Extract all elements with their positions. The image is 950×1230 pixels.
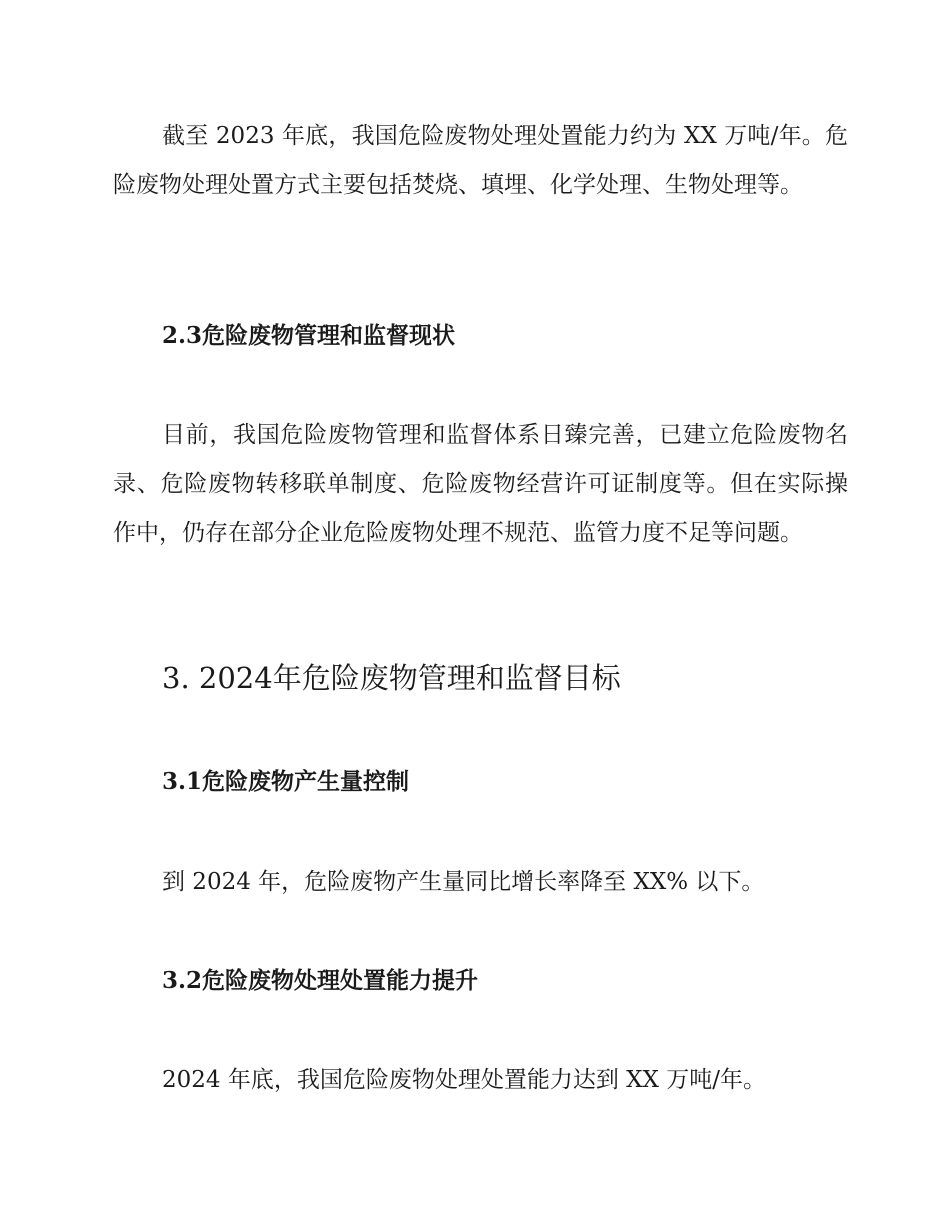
paragraph-generation-control: 到 2024 年，危险废物产生量同比增长率降至 XX% 以下。 [162, 869, 765, 895]
paragraph-capacity-2023: 截至 2023 年底，我国危险废物处理处置能力约为 XX 万吨/年。危险废物处理处置方式主要包括焚烧、填埋、化学处理、生物处理等。 [113, 123, 848, 198]
section-heading-3-1: 3.1危险废物产生量控制 [162, 768, 410, 795]
section-heading-2-3: 2.3危险废物管理和监督现状 [162, 322, 456, 349]
paragraph-capacity-2024: 2024 年底，我国危险废物处理处置能力达到 XX 万吨/年。 [162, 1067, 766, 1093]
paragraph-management-status: 目前，我国危险废物管理和监督体系日臻完善，已建立危险废物名录、危险废物转移联单制度、危险废物经营许可证制度等。但在实际操作中，仍存在部分企业危险废物处理不规范、监管力度不足等问题。 [113, 422, 848, 546]
section-heading-3-2: 3.2危险废物处理处置能力提升 [162, 967, 479, 994]
section-heading-3: 3. 2024年危险废物管理和监督目标 [162, 661, 621, 695]
